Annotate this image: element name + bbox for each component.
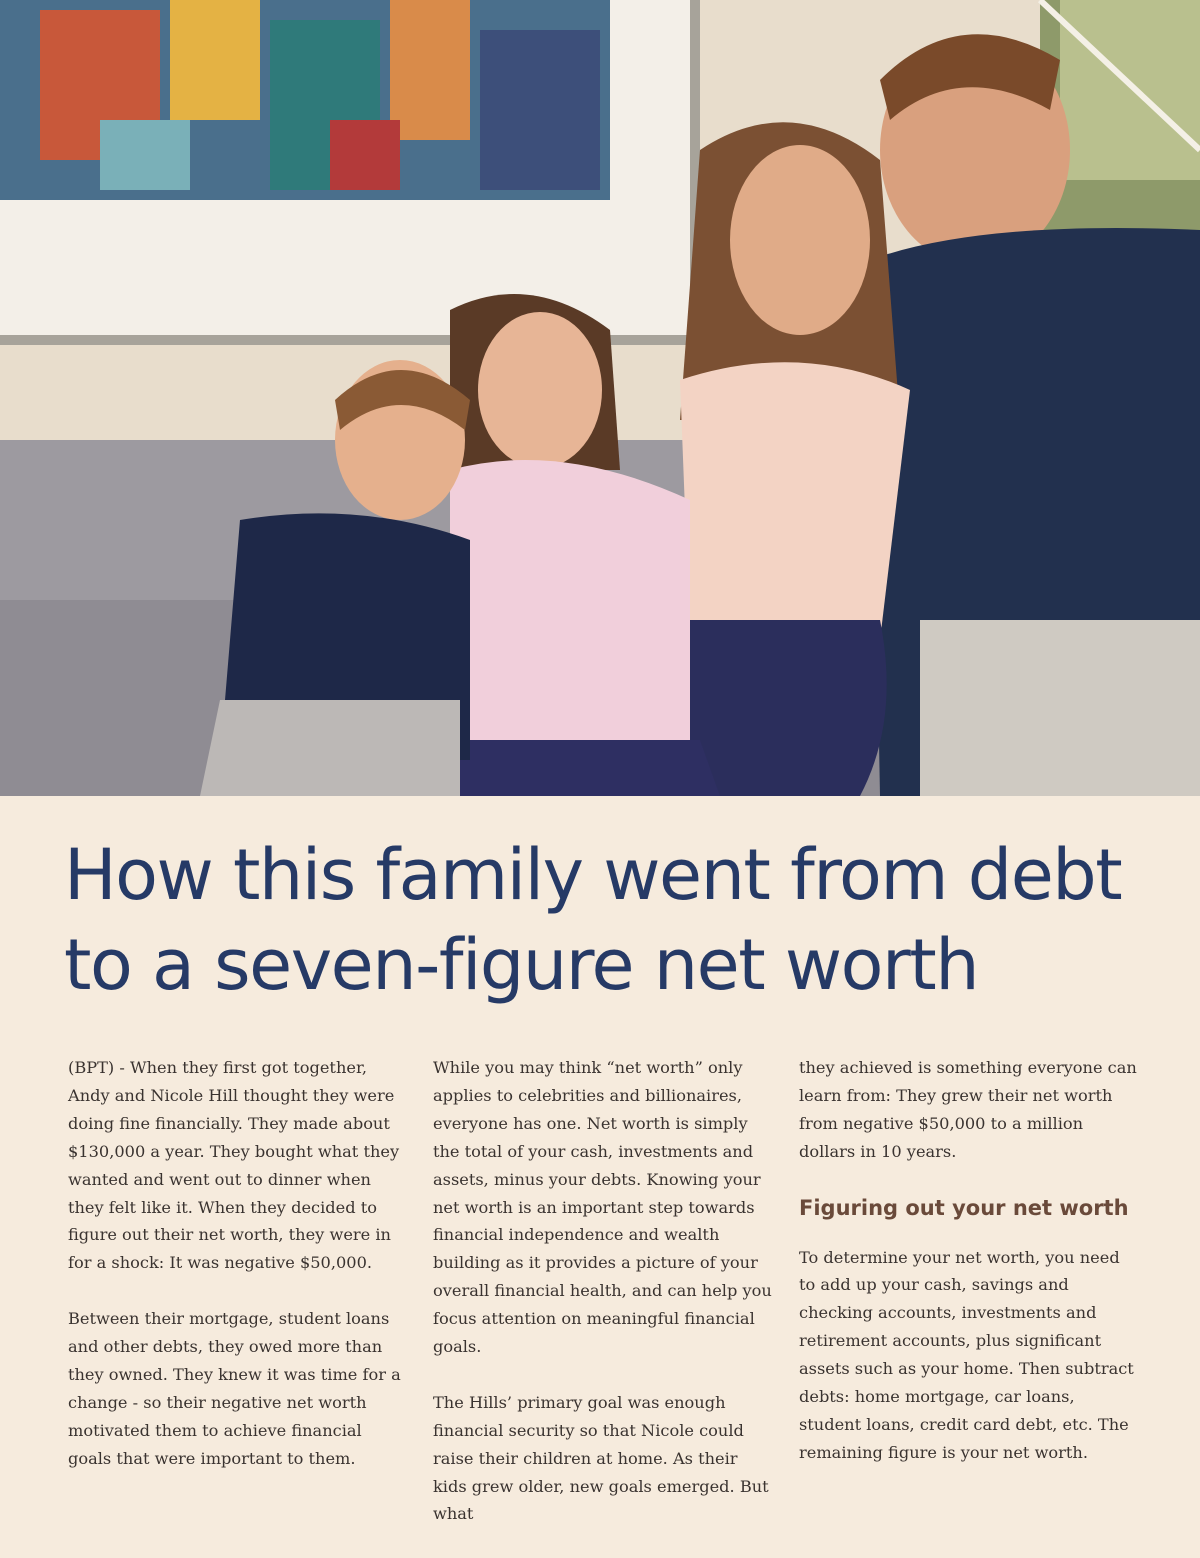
headline-line-2: to a seven-figure net worth xyxy=(64,924,979,1006)
body-column-2 xyxy=(433,1054,773,1556)
body-paragraph: The Hills’ primary goal was enough financial security so that Nicole could raise their children at home. As their kids grew older, new goals emerged. But what xyxy=(433,1392,769,1524)
body-paragraph: To determine your net worth, you need to add up your cash, savings and checking accounts, investments and retirement accounts, plus significant assets such as your home. Then subtract debts: home mortgage, car loans, student loans, credit card debt, etc. The remaining figure is your net worth. xyxy=(799,1247,1134,1462)
body-column-1 xyxy=(68,1054,408,1500)
body-paragraph: (BPT) - When they first got together, Andy and Nicole Hill thought they were doing fine financially. They made about $130,000 a year. They bought what they wanted and went out to dinner when they felt like it. When they decided to figure out their net worth, they were in for a shock: It was negative $50,000. xyxy=(68,1058,400,1273)
body-paragraph: Between their mortgage, student loans and other debts, they owed more than they owned. They knew it was time for a change - so their negative net worth motivated them to achieve financial goals that were important to them. xyxy=(68,1309,401,1468)
section-subheading: Figuring out your net worth xyxy=(799,1195,1129,1220)
body-column-3 xyxy=(799,1054,1139,1495)
page-title xyxy=(64,830,1174,1010)
body-paragraph: While you may think “net worth” only applies to celebrities and billionaires, everyone has one. Net worth is simply the total of your cash, investments and assets, minus your debts. Knowing your net worth is an important step towards financial independence and wealth building as it provides a picture of your overall financial health, and can help you focus attention on meaningful financial goals. xyxy=(433,1058,772,1357)
headline-line-1: How this family went from debt xyxy=(64,834,1122,916)
body-paragraph: they achieved is something everyone can learn from: They grew their net worth from negative $50,000 to a million dollars in 10 years. xyxy=(799,1058,1137,1161)
